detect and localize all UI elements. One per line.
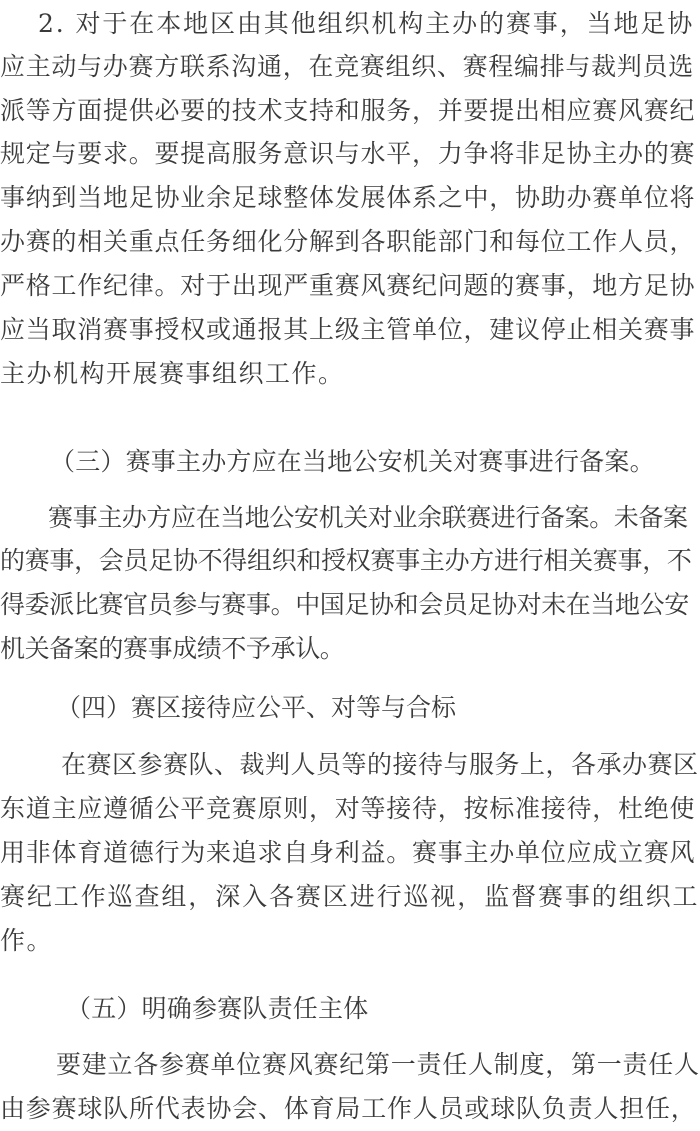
text-line: 规定与要求。要提高服务意识与水平，力争将非足协主办的赛 [0, 139, 696, 168]
text-line: 由参赛球队所代表协会、体育局工作人员或球队负责人担任， [0, 1094, 697, 1123]
text-line: 要建立各参赛单位赛风赛纪第一责任人制度，第一责任人 [56, 1050, 700, 1079]
text-line: 派等方面提供必要的技术支持和服务，并要提出相应赛风赛纪 [0, 96, 696, 125]
text-line: 严格工作纪律。对于出现严重赛风赛纪问题的赛事，地方足协 [0, 271, 696, 300]
text-line: 办赛的相关重点任务细化分解到各职能部门和每位工作人员， [0, 227, 696, 256]
text-line: 机关备案的赛事成绩不予承认。 [0, 634, 345, 663]
text-line: 的赛事，会员足协不得组织和授权赛事主办方进行相关赛事，不 [0, 546, 692, 575]
text-line: 赛事主办方应在当地公安机关对业余联赛进行备案。未备案 [48, 503, 688, 532]
section-heading: （五）明确参赛队责任主体 [66, 994, 369, 1023]
text-line: 应主动与办赛方联系沟通，在竞赛组织、赛程编排与裁判员选 [0, 52, 694, 81]
text-line: 主办机构开展赛事组织工作。 [0, 359, 345, 388]
text-line: 用非体育道德行为来追求自身利益。赛事主办单位应成立赛风 [0, 838, 696, 867]
section-heading: （四）赛区接待应公平、对等与合标 [56, 693, 457, 722]
section-heading: （三）赛事主办方应在当地公安机关对赛事进行备案。 [50, 447, 655, 476]
text-line: 在赛区参赛队、裁判人员等的接待与服务上，各承办赛区 [61, 750, 699, 779]
text-line: 赛纪工作巡查组，深入各赛区进行巡视，监督赛事的组织工 [0, 882, 700, 911]
text-line: 应当取消赛事授权或通报其上级主管单位，建议停止相关赛事 [0, 315, 696, 344]
text-line: 得委派比赛官员参与赛事。中国足协和会员足协对未在当地公安 [0, 590, 689, 619]
text-line: 作。 [0, 926, 54, 955]
text-line: 事纳到当地足协业余足球整体发展体系之中，协助办赛单位将 [0, 183, 696, 212]
text-line: 东道主应遵循公平竞赛原则，对等接待，按标准接待，杜绝使 [0, 794, 696, 823]
text-line: 2. 对于在本地区由其他组织机构主办的赛事，当地足协 [38, 9, 695, 38]
